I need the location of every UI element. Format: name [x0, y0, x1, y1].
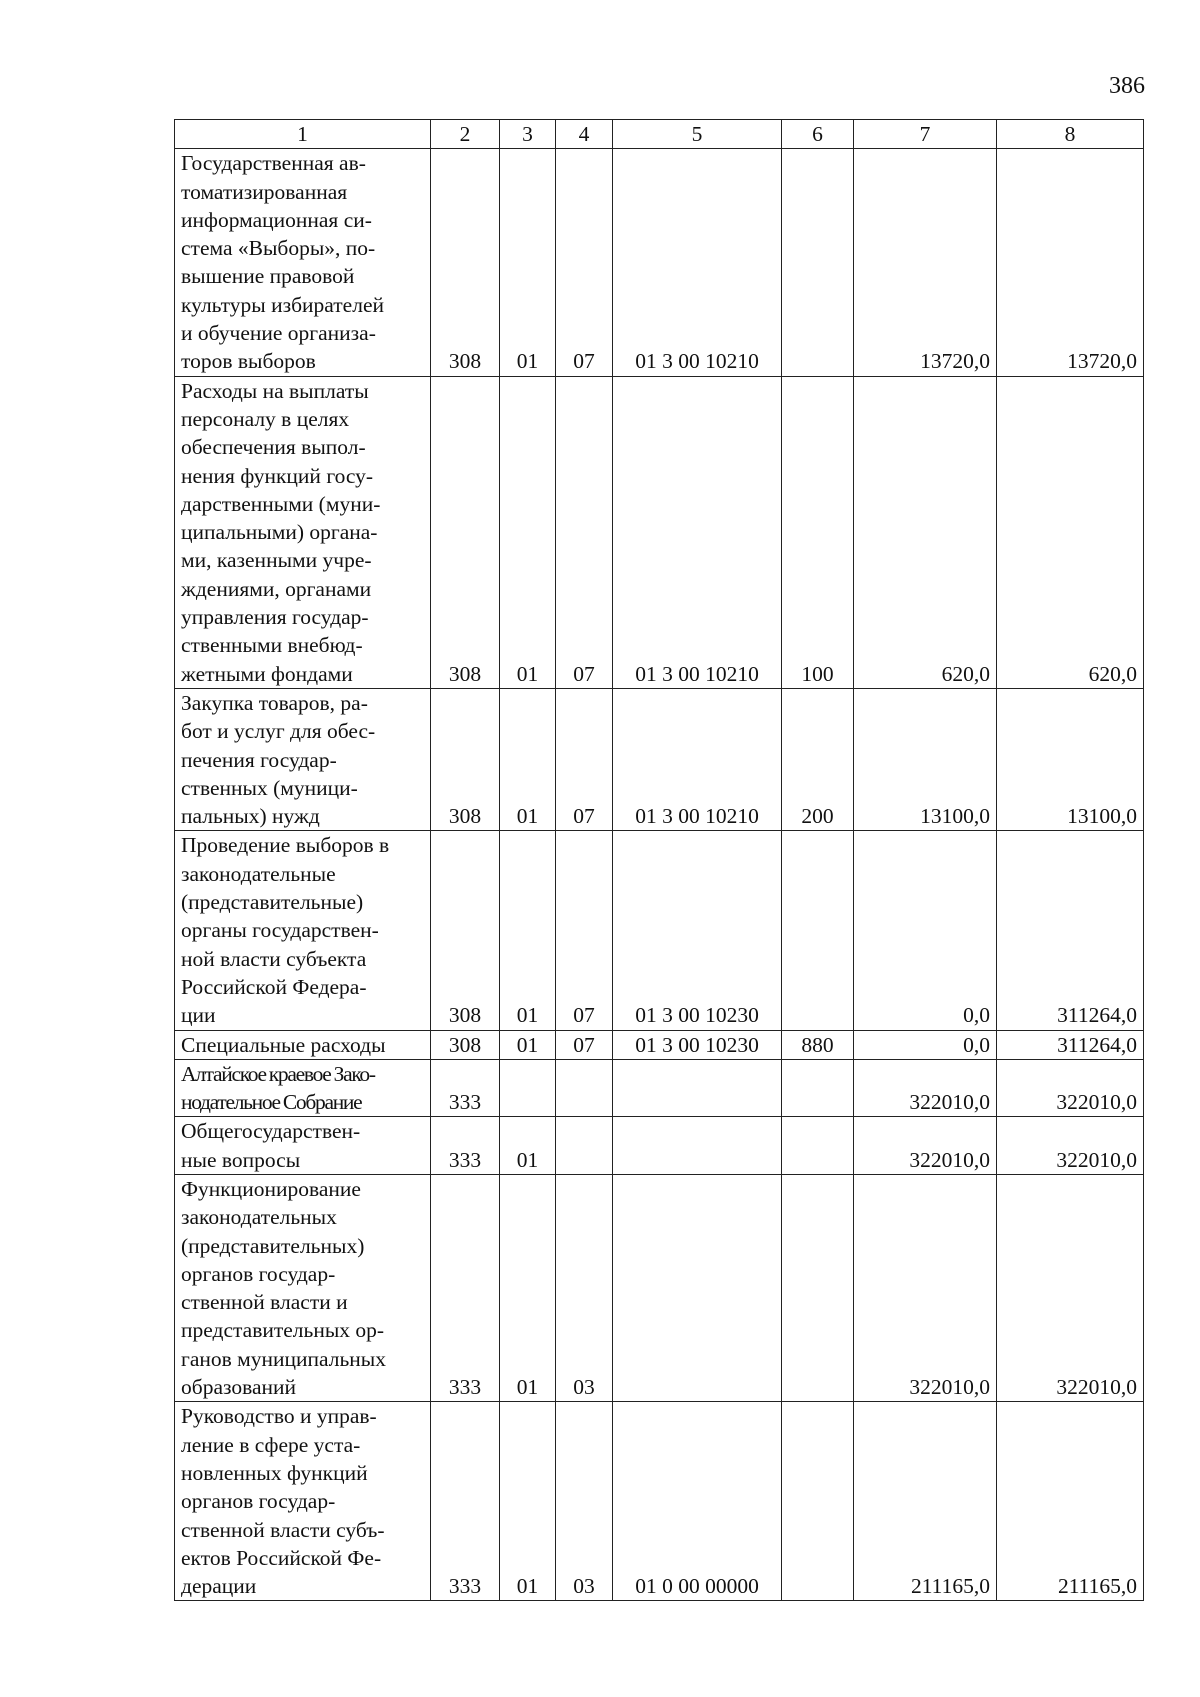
row-name-line: стема «Выборы», по- [181, 236, 376, 261]
target-article-cell: 01 3 00 10230 [613, 831, 782, 1030]
row-name-line: ципальными) органа- [181, 520, 378, 545]
row-name-line: Российской Федера- [181, 974, 367, 999]
row-name-line: Закупка товаров, ра- [181, 690, 368, 715]
table-row [175, 1402, 1144, 1601]
target-article-cell: 01 0 00 00000 [613, 1402, 782, 1601]
amount-col7-cell: 322010,0 [854, 1174, 997, 1401]
table-row [175, 1174, 1144, 1401]
row-name-line: (представительные) [181, 890, 364, 915]
header-cell: 3 [500, 120, 556, 149]
row-name-line: ственных (муници- [181, 775, 358, 800]
table-row [175, 831, 1144, 1030]
row-name-line: нодательное Собрание [181, 1090, 362, 1115]
expense-type-cell [782, 1174, 854, 1401]
row-name-line: законодательных [181, 1205, 337, 1230]
row-name-cell [175, 831, 431, 1030]
row-name-line: культуры избирателей [181, 292, 384, 317]
expense-type-cell: 100 [782, 376, 854, 688]
row-name-line: дарственными (муни- [181, 491, 381, 516]
chapter-code-cell: 333 [431, 1117, 500, 1175]
amount-col7-cell: 0,0 [854, 1030, 997, 1059]
subsection-code-cell [556, 1059, 613, 1117]
subsection-code-cell: 03 [556, 1402, 613, 1601]
row-name-line: обеспечения выпол- [181, 435, 366, 460]
table-row [175, 1059, 1144, 1117]
row-name-cell [175, 1030, 431, 1059]
subsection-code-cell [556, 1117, 613, 1175]
header-cell: 8 [997, 120, 1144, 149]
row-name-line: ми, казенными учре- [181, 548, 372, 573]
target-article-cell: 01 3 00 10210 [613, 688, 782, 830]
section-code-cell: 01 [500, 376, 556, 688]
chapter-code-cell: 308 [431, 1030, 500, 1059]
amount-col7-cell: 13100,0 [854, 688, 997, 830]
table-body [175, 149, 1144, 1601]
row-name-line: Государственная ав- [181, 151, 366, 176]
amount-col7-cell: 322010,0 [854, 1059, 997, 1117]
row-name-line: органы государствен- [181, 918, 379, 943]
subsection-code-cell: 07 [556, 149, 613, 376]
row-name-cell [175, 688, 431, 830]
chapter-code-cell: 333 [431, 1059, 500, 1117]
chapter-code-cell: 333 [431, 1174, 500, 1401]
header-cell: 2 [431, 120, 500, 149]
target-article-cell: 01 3 00 10210 [613, 376, 782, 688]
expense-type-cell [782, 1117, 854, 1175]
row-name-line: ственной власти субъ- [181, 1517, 385, 1542]
amount-col8-cell: 322010,0 [997, 1059, 1144, 1117]
row-name-line: персоналу в целях [181, 406, 350, 431]
row-name-line: Расходы на выплаты [181, 378, 369, 403]
row-name-line: ганов муниципальных [181, 1346, 386, 1371]
header-cell: 7 [854, 120, 997, 149]
amount-col7-cell: 0,0 [854, 831, 997, 1030]
row-name-line: ции [181, 1003, 216, 1028]
header-cell: 5 [613, 120, 782, 149]
section-code-cell: 01 [500, 1174, 556, 1401]
row-name-line: (представительных) [181, 1233, 365, 1258]
chapter-code-cell: 308 [431, 376, 500, 688]
row-name-line: ной власти субъекта [181, 946, 367, 971]
row-name-line: Специальные расходы [181, 1032, 386, 1057]
row-name-line: ждениями, органами [181, 576, 372, 601]
row-name-line: ные вопросы [181, 1147, 301, 1172]
chapter-code-cell: 333 [431, 1402, 500, 1601]
target-article-cell [613, 1117, 782, 1175]
row-name-line: ственными внебюд- [181, 633, 363, 658]
amount-col8-cell: 311264,0 [997, 1030, 1144, 1059]
header-cell: 6 [782, 120, 854, 149]
row-name-line: органов государ- [181, 1261, 336, 1286]
section-code-cell: 01 [500, 1030, 556, 1059]
row-name-line: образований [181, 1375, 297, 1400]
target-article-cell: 01 3 00 10210 [613, 149, 782, 376]
expense-type-cell: 200 [782, 688, 854, 830]
section-code-cell: 01 [500, 1402, 556, 1601]
target-article-cell: 01 3 00 10230 [613, 1030, 782, 1059]
budget-table [174, 119, 1144, 1601]
section-code-cell: 01 [500, 1117, 556, 1175]
row-name-line: жетными фондами [181, 661, 353, 686]
row-name-line: ектов Российской Фе- [181, 1545, 382, 1570]
expense-type-cell [782, 149, 854, 376]
row-name-line: управления государ- [181, 605, 369, 630]
chapter-code-cell: 308 [431, 688, 500, 830]
page-number: 386 [1109, 73, 1145, 99]
amount-col8-cell: 311264,0 [997, 831, 1144, 1030]
table-row [175, 376, 1144, 688]
amount-col8-cell: 211165,0 [997, 1402, 1144, 1601]
row-name-cell [175, 1117, 431, 1175]
amount-col7-cell: 322010,0 [854, 1117, 997, 1175]
section-code-cell: 01 [500, 149, 556, 376]
amount-col8-cell: 13100,0 [997, 688, 1144, 830]
row-name-cell [175, 1059, 431, 1117]
amount-col7-cell: 211165,0 [854, 1402, 997, 1601]
row-name-line: представительных ор- [181, 1318, 385, 1343]
row-name-cell [175, 149, 431, 376]
row-name-line: Функционирование [181, 1176, 361, 1201]
table-row [175, 149, 1144, 376]
expense-type-cell [782, 1059, 854, 1117]
expense-type-cell [782, 831, 854, 1030]
row-name-line: и обучение организа- [181, 321, 376, 346]
chapter-code-cell: 308 [431, 831, 500, 1030]
table-row [175, 688, 1144, 830]
row-name-line: печения государ- [181, 747, 337, 772]
row-name-line: бот и услуг для обес- [181, 719, 376, 744]
subsection-code-cell: 07 [556, 831, 613, 1030]
chapter-code-cell: 308 [431, 149, 500, 376]
amount-col7-cell: 620,0 [854, 376, 997, 688]
row-name-line: органов государ- [181, 1489, 336, 1514]
amount-col8-cell: 13720,0 [997, 149, 1144, 376]
amount-col7-cell: 13720,0 [854, 149, 997, 376]
row-name-line: Руководство и управ- [181, 1404, 377, 1429]
row-name-line: законодательные [181, 861, 336, 886]
row-name-line: нения функций госу- [181, 463, 374, 488]
row-name-line: Общегосударствен- [181, 1119, 361, 1144]
row-name-line: торов выборов [181, 349, 316, 374]
section-code-cell: 01 [500, 688, 556, 830]
table-row [175, 1030, 1144, 1059]
row-name-line: пальных) нужд [181, 804, 320, 829]
subsection-code-cell: 03 [556, 1174, 613, 1401]
expense-type-cell [782, 1402, 854, 1601]
header-cell: 1 [175, 120, 431, 149]
expense-type-cell: 880 [782, 1030, 854, 1059]
row-name-line: дерации [181, 1574, 257, 1599]
amount-col8-cell: 322010,0 [997, 1174, 1144, 1401]
row-name-cell [175, 376, 431, 688]
row-name-cell [175, 1174, 431, 1401]
header-row [175, 120, 1144, 149]
subsection-code-cell: 07 [556, 688, 613, 830]
row-name-line: вышение правовой [181, 264, 355, 289]
section-code-cell [500, 1059, 556, 1117]
row-name-line: Проведение выборов в [181, 833, 390, 858]
table-row [175, 1117, 1144, 1175]
target-article-cell [613, 1174, 782, 1401]
row-name-line: информационная си- [181, 207, 372, 232]
row-name-cell [175, 1402, 431, 1601]
amount-col8-cell: 322010,0 [997, 1117, 1144, 1175]
row-name-line: томатизированная [181, 179, 348, 204]
amount-col8-cell: 620,0 [997, 376, 1144, 688]
row-name-line: новленных функций [181, 1460, 368, 1485]
section-code-cell: 01 [500, 831, 556, 1030]
row-name-line: Алтайское краевое Зако- [181, 1061, 375, 1086]
row-name-line: ственной власти и [181, 1290, 348, 1315]
subsection-code-cell: 07 [556, 376, 613, 688]
target-article-cell [613, 1059, 782, 1117]
row-name-line: ление в сфере уста- [181, 1432, 361, 1457]
header-cell: 4 [556, 120, 613, 149]
subsection-code-cell: 07 [556, 1030, 613, 1059]
